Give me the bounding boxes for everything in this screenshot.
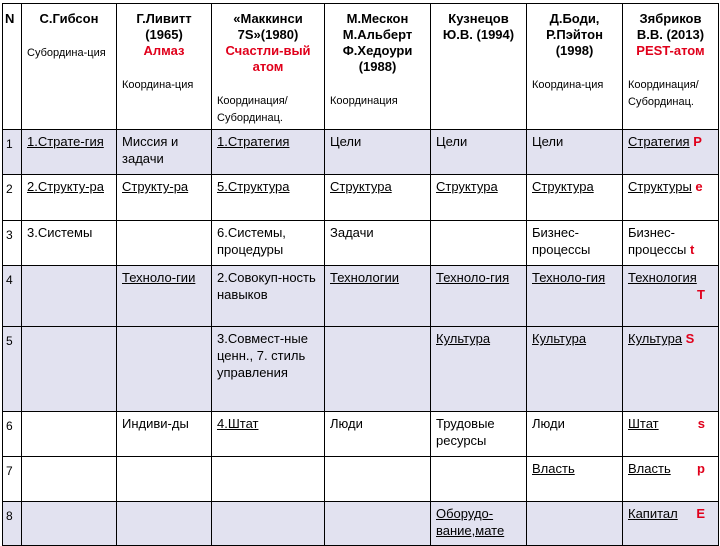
table-cell <box>431 457 527 502</box>
header-number: N <box>3 4 22 130</box>
table-cell: Технология T <box>623 266 719 327</box>
pest-letter: S <box>685 331 695 346</box>
table-cell: Техноло-гии <box>117 266 212 327</box>
comparison-table <box>2 3 719 546</box>
header-title: Зябриков В.В. (2013) <box>636 11 705 42</box>
header-sub: Субордина-ция <box>27 47 106 59</box>
pest-letter: p <box>697 461 705 476</box>
header-boddy <box>527 4 623 130</box>
table-row <box>3 266 719 327</box>
table-cell: Культура S <box>623 327 719 412</box>
table-cell: 1.Страте-гия <box>22 130 117 175</box>
table-cell: Культура <box>431 327 527 412</box>
header-red: PEST-атом <box>636 43 705 58</box>
table-cell <box>22 502 117 546</box>
table-cell: 1.Стратегия <box>212 130 325 175</box>
table-cell: Технологии <box>325 266 431 327</box>
header-gibson <box>22 4 117 130</box>
table-cell <box>431 221 527 266</box>
table-cell <box>325 502 431 546</box>
table-cell: Структу-ра <box>117 175 212 221</box>
table-cell <box>212 457 325 502</box>
table-cell <box>22 457 117 502</box>
row-number: 5 <box>3 327 22 412</box>
table-cell: Структуры e <box>623 175 719 221</box>
table-cell <box>22 327 117 412</box>
row-number: 6 <box>3 412 22 457</box>
row-number: 1 <box>3 130 22 175</box>
row-number: 3 <box>3 221 22 266</box>
table-cell <box>527 502 623 546</box>
header-title: Кузнецов Ю.В. (1994) <box>442 11 515 42</box>
header-sub: Координация <box>330 95 398 107</box>
table-cell: Капитал E <box>623 502 719 546</box>
table-cell: Миссия и задачи <box>117 130 212 175</box>
table-row <box>3 327 719 412</box>
table-cell: Цели <box>431 130 527 175</box>
table-cell: Трудовые ресурсы <box>431 412 527 457</box>
header-red: Счастли-вый атом <box>225 43 311 74</box>
header-title: М.Мескон М.Альберт Ф.Хедоури (1988) <box>342 11 413 74</box>
table-cell: 5.Структура <box>212 175 325 221</box>
table-cell: Власть p <box>623 457 719 502</box>
pest-letter: E <box>696 506 705 521</box>
table-cell <box>117 457 212 502</box>
pest-letter: s <box>697 416 705 431</box>
table-cell: Индиви-ды <box>117 412 212 457</box>
table-cell: 3.Совмест-ные ценн., 7. стиль управления <box>212 327 325 412</box>
header-sub: Координация/ Субординац. <box>217 95 288 124</box>
table-cell <box>325 327 431 412</box>
table-cell: 6.Системы, процедуры <box>212 221 325 266</box>
row-number: 7 <box>3 457 22 502</box>
table-cell: Цели <box>325 130 431 175</box>
table-cell <box>22 412 117 457</box>
table-cell: Бизнес-процессы <box>527 221 623 266</box>
header-title: С.Гибсон <box>39 11 99 26</box>
table-cell: Структура <box>325 175 431 221</box>
header-title: Г.Ливитт (1965) <box>136 11 192 42</box>
row-number: 8 <box>3 502 22 546</box>
header-sub: Координация/ Субординац. <box>628 79 699 108</box>
table-cell: 2.Структу-ра <box>22 175 117 221</box>
table-cell: Цели <box>527 130 623 175</box>
table-cell: Задачи <box>325 221 431 266</box>
table-cell: Штат s <box>623 412 719 457</box>
table-cell: Структура <box>527 175 623 221</box>
table-row <box>3 221 719 266</box>
table-cell: 3.Системы <box>22 221 117 266</box>
table-row <box>3 457 719 502</box>
table-cell: Структура <box>431 175 527 221</box>
table-cell: Стратегия P <box>623 130 719 175</box>
table-cell <box>22 266 117 327</box>
header-row <box>3 4 719 130</box>
table-cell: Оборудо-вание,мате <box>431 502 527 546</box>
header-sub: Координа-ция <box>122 79 194 91</box>
header-red: Алмаз <box>143 43 185 58</box>
header-title: «Маккинси 7S»(1980) <box>233 11 303 42</box>
header-mckinsey <box>212 4 325 130</box>
header-sub: Координа-ция <box>532 79 604 91</box>
table-row <box>3 175 719 221</box>
pest-letter: P <box>693 134 702 149</box>
table-cell <box>212 502 325 546</box>
table-cell: Бизнес-процессы t <box>623 221 719 266</box>
header-kuznetsov <box>431 4 527 130</box>
table-cell <box>117 502 212 546</box>
header-title: Д.Боди, Р.Пэйтон (1998) <box>546 11 603 58</box>
pest-letter: e <box>695 179 703 194</box>
table-cell: Техноло-гия <box>527 266 623 327</box>
header-zyabrikov <box>623 4 719 130</box>
table-cell: Техноло-гия <box>431 266 527 327</box>
header-mescon <box>325 4 431 130</box>
row-number: 2 <box>3 175 22 221</box>
row-number: 4 <box>3 266 22 327</box>
table-cell <box>117 221 212 266</box>
table-cell: Люди <box>325 412 431 457</box>
table-cell: 4.Штат <box>212 412 325 457</box>
table-row <box>3 130 719 175</box>
header-leavitt <box>117 4 212 130</box>
table-cell: Люди <box>527 412 623 457</box>
table-row <box>3 412 719 457</box>
table-cell: Культура <box>527 327 623 412</box>
table-row <box>3 502 719 546</box>
pest-letter: t <box>690 242 695 257</box>
pest-letter: T <box>697 287 705 302</box>
table-cell: Власть <box>527 457 623 502</box>
table-cell: 2.Совокуп-ность навыков <box>212 266 325 327</box>
table-cell <box>325 457 431 502</box>
table-cell <box>117 327 212 412</box>
